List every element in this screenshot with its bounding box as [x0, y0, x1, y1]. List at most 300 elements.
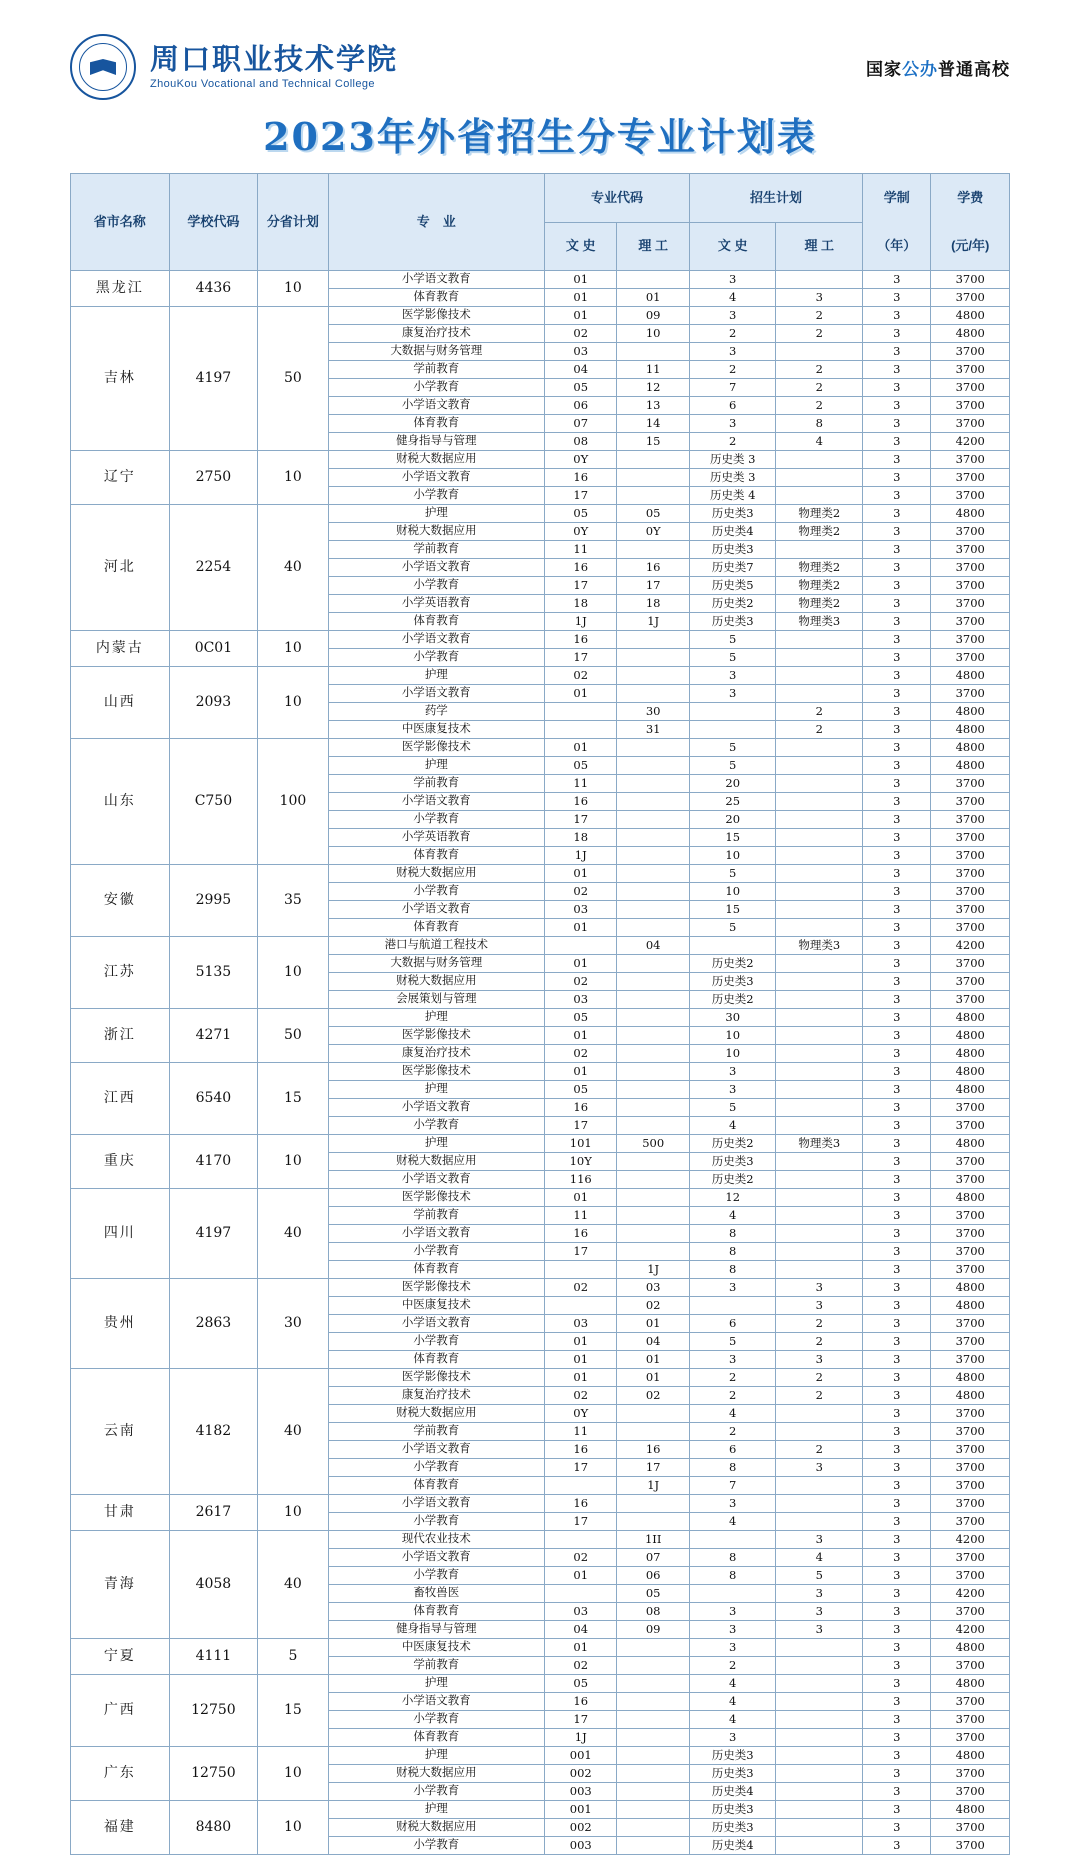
- cell-major: 体育教育: [328, 1477, 544, 1495]
- cell-school-code: 4170: [169, 1135, 258, 1189]
- cell-major: 护理: [328, 505, 544, 523]
- cell-major-code-wenshi: [545, 703, 617, 721]
- cell-plan-ligong: [776, 631, 863, 649]
- cell-major: 体育教育: [328, 1351, 544, 1369]
- cell-plan-wenshi: 5: [689, 631, 776, 649]
- cell-major: 畜牧兽医: [328, 1585, 544, 1603]
- cell-major: 小学教育: [328, 1243, 544, 1261]
- cell-province: 四川: [71, 1189, 170, 1279]
- cell-plan-wenshi: 3: [689, 1351, 776, 1369]
- cell-years: 3: [863, 631, 931, 649]
- cell-province: 宁夏: [71, 1639, 170, 1675]
- cell-fee: 4800: [931, 505, 1010, 523]
- cell-province: 云南: [71, 1369, 170, 1495]
- cell-province-plan: 100: [258, 739, 328, 865]
- cell-years: 3: [863, 397, 931, 415]
- cell-major-code-ligong: [617, 865, 689, 883]
- cell-plan-wenshi: 历史类2: [689, 1171, 776, 1189]
- cell-plan-wenshi: [689, 1297, 776, 1315]
- cell-plan-ligong: [776, 1117, 863, 1135]
- cell-major-code-ligong: [617, 1189, 689, 1207]
- cell-major: 财税大数据应用: [328, 973, 544, 991]
- cell-plan-wenshi: 15: [689, 901, 776, 919]
- cell-major-code-ligong: 31: [617, 721, 689, 739]
- cell-province-plan: 10: [258, 667, 328, 739]
- cell-major: 体育教育: [328, 1603, 544, 1621]
- cell-plan-wenshi: 历史类3: [689, 973, 776, 991]
- cell-plan-ligong: [776, 811, 863, 829]
- cell-province-plan: 10: [258, 1747, 328, 1801]
- cell-school-code: 2750: [169, 451, 258, 505]
- cell-major-code-ligong: 13: [617, 397, 689, 415]
- cell-major-code-wenshi: 01: [545, 1333, 617, 1351]
- cell-plan-wenshi: 历史类2: [689, 991, 776, 1009]
- cell-major-code-ligong: [617, 343, 689, 361]
- cell-years: 3: [863, 1099, 931, 1117]
- cell-years: 3: [863, 721, 931, 739]
- cell-major-code-ligong: [617, 685, 689, 703]
- cell-major-code-ligong: 10: [617, 325, 689, 343]
- cell-years: 3: [863, 955, 931, 973]
- cell-fee: 3700: [931, 451, 1010, 469]
- cell-years: 3: [863, 1531, 931, 1549]
- cell-years: 3: [863, 919, 931, 937]
- cell-major: 医学影像技术: [328, 1063, 544, 1081]
- cell-years: 3: [863, 667, 931, 685]
- cell-years: 3: [863, 1477, 931, 1495]
- cell-major-code-ligong: [617, 541, 689, 559]
- table-row: [71, 1063, 1010, 1081]
- cell-fee: 3700: [931, 829, 1010, 847]
- cell-major-code-wenshi: 1J: [545, 847, 617, 865]
- cell-major-code-ligong: 09: [617, 1621, 689, 1639]
- cell-major-code-ligong: [617, 271, 689, 289]
- cell-plan-wenshi: 3: [689, 685, 776, 703]
- cell-plan-wenshi: 历史类3: [689, 613, 776, 631]
- cell-plan-ligong: 物理类3: [776, 1135, 863, 1153]
- cell-fee: 3700: [931, 1657, 1010, 1675]
- cell-plan-wenshi: 8: [689, 1225, 776, 1243]
- th-province: 省市名称: [71, 174, 170, 271]
- cell-plan-wenshi: 2: [689, 1369, 776, 1387]
- cell-major-code-ligong: [617, 1099, 689, 1117]
- cell-years: 3: [863, 1243, 931, 1261]
- cell-plan-ligong: [776, 1747, 863, 1765]
- cell-plan-wenshi: 2: [689, 433, 776, 451]
- cell-major-code-wenshi: 16: [545, 793, 617, 811]
- cell-plan-wenshi: 历史类2: [689, 595, 776, 613]
- cell-major: 大数据与财务管理: [328, 955, 544, 973]
- cell-plan-ligong: [776, 1243, 863, 1261]
- cell-province: 辽宁: [71, 451, 170, 505]
- cell-major: 中医康复技术: [328, 721, 544, 739]
- cell-years: 3: [863, 1567, 931, 1585]
- cell-plan-ligong: [776, 1423, 863, 1441]
- cell-province-plan: 40: [258, 1531, 328, 1639]
- cell-fee: 3700: [931, 631, 1010, 649]
- cell-plan-wenshi: [689, 1585, 776, 1603]
- cell-province: 重庆: [71, 1135, 170, 1189]
- cell-years: 3: [863, 1657, 931, 1675]
- cell-plan-wenshi: 2: [689, 1657, 776, 1675]
- tagline: [866, 55, 1010, 80]
- cell-plan-ligong: [776, 1801, 863, 1819]
- cell-major-code-ligong: [617, 1207, 689, 1225]
- cell-major: 小学教育: [328, 1459, 544, 1477]
- cell-years: 3: [863, 1423, 931, 1441]
- cell-fee: 3700: [931, 1153, 1010, 1171]
- cell-fee: 3700: [931, 1171, 1010, 1189]
- cell-plan-ligong: [776, 1711, 863, 1729]
- cell-fee: 3700: [931, 1711, 1010, 1729]
- cell-major-code-ligong: 01: [617, 1369, 689, 1387]
- cell-plan-wenshi: 3: [689, 1621, 776, 1639]
- cell-fee: 3700: [931, 1729, 1010, 1747]
- cell-plan-ligong: [776, 1045, 863, 1063]
- cell-fee: 3700: [931, 1117, 1010, 1135]
- cell-province: 甘肃: [71, 1495, 170, 1531]
- cell-major: 体育教育: [328, 613, 544, 631]
- cell-fee: 3700: [931, 865, 1010, 883]
- cell-school-code: 4436: [169, 271, 258, 307]
- cell-plan-ligong: [776, 1477, 863, 1495]
- table-body: [71, 271, 1010, 1855]
- cell-years: 3: [863, 1045, 931, 1063]
- th-major-code: 专业代码: [545, 174, 690, 223]
- cell-plan-wenshi: 3: [689, 667, 776, 685]
- cell-fee: 3700: [931, 1837, 1010, 1855]
- cell-years: 3: [863, 1459, 931, 1477]
- cell-plan-wenshi: 3: [689, 1603, 776, 1621]
- cell-major-code-wenshi: 0Y: [545, 1405, 617, 1423]
- cell-province: 黑龙江: [71, 271, 170, 307]
- cell-major-code-wenshi: 0Y: [545, 451, 617, 469]
- cell-fee: 3700: [931, 289, 1010, 307]
- cell-major-code-wenshi: 02: [545, 883, 617, 901]
- th-enroll-plan: 招生计划: [689, 174, 862, 223]
- cell-province-plan: 10: [258, 271, 328, 307]
- cell-major-code-ligong: [617, 1243, 689, 1261]
- cell-major-code-ligong: [617, 1513, 689, 1531]
- cell-major: 学前教育: [328, 1657, 544, 1675]
- cell-major-code-ligong: 30: [617, 703, 689, 721]
- cell-years: 3: [863, 1549, 931, 1567]
- cell-plan-wenshi: [689, 703, 776, 721]
- cell-years: 3: [863, 1783, 931, 1801]
- cell-major-code-ligong: [617, 1729, 689, 1747]
- cell-plan-wenshi: 历史类2: [689, 1135, 776, 1153]
- cell-years: 3: [863, 1585, 931, 1603]
- cell-major-code-ligong: 01: [617, 1315, 689, 1333]
- cell-plan-wenshi: 6: [689, 1315, 776, 1333]
- cell-major: 小学教育: [328, 1567, 544, 1585]
- cell-years: 3: [863, 775, 931, 793]
- cell-fee: 3700: [931, 1207, 1010, 1225]
- cell-years: 3: [863, 1351, 931, 1369]
- cell-major: 护理: [328, 1081, 544, 1099]
- cell-major: 小学教育: [328, 577, 544, 595]
- cell-plan-ligong: [776, 829, 863, 847]
- cell-years: 3: [863, 883, 931, 901]
- cell-plan-ligong: [776, 1729, 863, 1747]
- cell-fee: 3700: [931, 1477, 1010, 1495]
- table-row: [71, 1639, 1010, 1657]
- cell-major: 医学影像技术: [328, 1279, 544, 1297]
- cell-years: 3: [863, 1711, 931, 1729]
- table-row: [71, 505, 1010, 523]
- cell-major-code-ligong: [617, 1783, 689, 1801]
- cell-major-code-wenshi: 1J: [545, 613, 617, 631]
- cell-years: 3: [863, 1639, 931, 1657]
- table-header: [71, 174, 1010, 271]
- cell-major-code-wenshi: 001: [545, 1801, 617, 1819]
- th-years: [863, 174, 931, 271]
- cell-plan-ligong: [776, 901, 863, 919]
- cell-plan-ligong: 3: [776, 1279, 863, 1297]
- cell-years: 3: [863, 937, 931, 955]
- cell-years: 3: [863, 1135, 931, 1153]
- cell-fee: 3700: [931, 595, 1010, 613]
- cell-years: 3: [863, 1621, 931, 1639]
- cell-major-code-ligong: [617, 1657, 689, 1675]
- cell-school-code: 5135: [169, 937, 258, 1009]
- cell-major: 康复治疗技术: [328, 1387, 544, 1405]
- cell-plan-wenshi: 4: [689, 1693, 776, 1711]
- cell-major-code-ligong: [617, 469, 689, 487]
- cell-fee: 3700: [931, 415, 1010, 433]
- cell-fee: 3700: [931, 1333, 1010, 1351]
- cell-plan-wenshi: 8: [689, 1459, 776, 1477]
- cell-major-code-ligong: 06: [617, 1567, 689, 1585]
- cell-major-code-ligong: [617, 1171, 689, 1189]
- cell-major: 小学语文教育: [328, 469, 544, 487]
- cell-years: 3: [863, 1819, 931, 1837]
- cell-years: 3: [863, 433, 931, 451]
- cell-major: 护理: [328, 1135, 544, 1153]
- cell-major-code-wenshi: 16: [545, 1099, 617, 1117]
- cell-major-code-wenshi: 002: [545, 1819, 617, 1837]
- cell-fee: 4800: [931, 1675, 1010, 1693]
- cell-fee: 4800: [931, 1081, 1010, 1099]
- cell-plan-wenshi: 7: [689, 379, 776, 397]
- cell-years: 3: [863, 811, 931, 829]
- cell-major-code-ligong: 02: [617, 1387, 689, 1405]
- cell-fee: 4200: [931, 1531, 1010, 1549]
- cell-major-code-ligong: [617, 955, 689, 973]
- cell-plan-ligong: 2: [776, 1333, 863, 1351]
- cell-fee: 3700: [931, 955, 1010, 973]
- cell-plan-wenshi: 历史类3: [689, 1153, 776, 1171]
- cell-major: 小学语文教育: [328, 793, 544, 811]
- cell-school-code: 6540: [169, 1063, 258, 1135]
- cell-years: 3: [863, 523, 931, 541]
- cell-plan-wenshi: 5: [689, 1099, 776, 1117]
- cell-school-code: 12750: [169, 1675, 258, 1747]
- cell-years: 3: [863, 1675, 931, 1693]
- cell-major-code-ligong: 08: [617, 1603, 689, 1621]
- cell-years: 3: [863, 1729, 931, 1747]
- cell-major: 体育教育: [328, 289, 544, 307]
- cell-plan-ligong: [776, 883, 863, 901]
- cell-major-code-wenshi: 16: [545, 1225, 617, 1243]
- cell-major: 小学语文教育: [328, 559, 544, 577]
- cell-plan-wenshi: 4: [689, 1711, 776, 1729]
- cell-fee: 3700: [931, 271, 1010, 289]
- cell-major-code-ligong: 16: [617, 559, 689, 577]
- cell-province: 山东: [71, 739, 170, 865]
- cell-major-code-wenshi: 06: [545, 397, 617, 415]
- cell-school-code: 2863: [169, 1279, 258, 1369]
- cell-years: 3: [863, 1207, 931, 1225]
- cell-major-code-wenshi: 01: [545, 865, 617, 883]
- table-row: [71, 1747, 1010, 1765]
- cell-years: 3: [863, 1441, 931, 1459]
- cell-province-plan: 5: [258, 1639, 328, 1675]
- cell-major-code-wenshi: 05: [545, 757, 617, 775]
- cell-major-code-ligong: 1II: [617, 1531, 689, 1549]
- cell-plan-ligong: 3: [776, 1603, 863, 1621]
- cell-major: 小学教育: [328, 1513, 544, 1531]
- cell-province: 广东: [71, 1747, 170, 1801]
- cell-plan-wenshi: 3: [689, 1495, 776, 1513]
- cell-plan-ligong: 3: [776, 1351, 863, 1369]
- cell-province: 浙江: [71, 1009, 170, 1063]
- cell-major: 现代农业技术: [328, 1531, 544, 1549]
- table-row: [71, 1495, 1010, 1513]
- cell-plan-wenshi: 4: [689, 289, 776, 307]
- cell-province-plan: 40: [258, 1369, 328, 1495]
- cell-province-plan: 10: [258, 1135, 328, 1189]
- cell-years: 3: [863, 865, 931, 883]
- cell-years: 3: [863, 757, 931, 775]
- cell-major-code-ligong: 14: [617, 415, 689, 433]
- cell-years: 3: [863, 1117, 931, 1135]
- cell-major: 小学语文教育: [328, 901, 544, 919]
- cell-fee: 3700: [931, 1441, 1010, 1459]
- cell-province: 安徽: [71, 865, 170, 937]
- cell-major-code-wenshi: [545, 1531, 617, 1549]
- cell-fee: 4200: [931, 1585, 1010, 1603]
- cell-years: 3: [863, 595, 931, 613]
- cell-major-code-wenshi: 07: [545, 415, 617, 433]
- cell-major: 医学影像技术: [328, 1027, 544, 1045]
- th-major: 专 业: [328, 174, 544, 271]
- cell-major-code-ligong: [617, 883, 689, 901]
- cell-fee: 3700: [931, 991, 1010, 1009]
- cell-major-code-ligong: [617, 1225, 689, 1243]
- cell-plan-ligong: [776, 343, 863, 361]
- cell-major-code-ligong: [617, 847, 689, 865]
- cell-major-code-ligong: 1J: [617, 613, 689, 631]
- cell-major-code-wenshi: 17: [545, 487, 617, 505]
- cell-major-code-ligong: [617, 811, 689, 829]
- cell-major: 体育教育: [328, 919, 544, 937]
- cell-plan-wenshi: 4: [689, 1207, 776, 1225]
- cell-years: 3: [863, 1153, 931, 1171]
- cell-major: 学前教育: [328, 775, 544, 793]
- cell-plan-wenshi: 2: [689, 361, 776, 379]
- cell-major-code-wenshi: 01: [545, 739, 617, 757]
- cell-major-code-wenshi: 02: [545, 1549, 617, 1567]
- cell-years: 3: [863, 973, 931, 991]
- cell-fee: 3700: [931, 883, 1010, 901]
- cell-fee: 4800: [931, 703, 1010, 721]
- cell-major-code-wenshi: 16: [545, 1693, 617, 1711]
- cell-major-code-ligong: [617, 919, 689, 937]
- cell-plan-wenshi: 3: [689, 343, 776, 361]
- page-title: 2023年外省招生分专业计划表: [263, 114, 817, 159]
- cell-major: 健身指导与管理: [328, 433, 544, 451]
- cell-years: 3: [863, 1513, 931, 1531]
- cell-major-code-ligong: [617, 757, 689, 775]
- cell-major-code-wenshi: 17: [545, 577, 617, 595]
- cell-years: 3: [863, 469, 931, 487]
- cell-major-code-ligong: 16: [617, 1441, 689, 1459]
- cell-major-code-wenshi: [545, 1297, 617, 1315]
- page-header: [70, 34, 1010, 100]
- cell-plan-wenshi: 12: [689, 1189, 776, 1207]
- cell-major-code-ligong: 05: [617, 1585, 689, 1603]
- cell-fee: 3700: [931, 649, 1010, 667]
- cell-plan-wenshi: 7: [689, 1477, 776, 1495]
- cell-plan-wenshi: 历史类3: [689, 1801, 776, 1819]
- cell-fee: 3700: [931, 487, 1010, 505]
- cell-fee: 3700: [931, 685, 1010, 703]
- cell-years: 3: [863, 1171, 931, 1189]
- cell-major: 大数据与财务管理: [328, 343, 544, 361]
- cell-plan-wenshi: 3: [689, 271, 776, 289]
- cell-school-code: C750: [169, 739, 258, 865]
- cell-plan-wenshi: 3: [689, 1639, 776, 1657]
- cell-plan-ligong: 2: [776, 703, 863, 721]
- cell-major-code-ligong: 0Y: [617, 523, 689, 541]
- cell-major-code-ligong: 500: [617, 1135, 689, 1153]
- cell-fee: 3700: [931, 1819, 1010, 1837]
- cell-major: 康复治疗技术: [328, 1045, 544, 1063]
- cell-fee: 4800: [931, 1189, 1010, 1207]
- cell-major-code-ligong: [617, 1747, 689, 1765]
- cell-plan-ligong: [776, 1207, 863, 1225]
- cell-fee: 4800: [931, 1369, 1010, 1387]
- cell-major-code-ligong: [617, 793, 689, 811]
- cell-fee: 4800: [931, 721, 1010, 739]
- table-row: [71, 1189, 1010, 1207]
- cell-plan-wenshi: 3: [689, 415, 776, 433]
- cell-years: 3: [863, 649, 931, 667]
- cell-major-code-wenshi: 05: [545, 1009, 617, 1027]
- cell-fee: 3700: [931, 1351, 1010, 1369]
- cell-school-code: 4058: [169, 1531, 258, 1639]
- cell-years: 3: [863, 1081, 931, 1099]
- cell-province: 福建: [71, 1801, 170, 1855]
- cell-fee: 3700: [931, 523, 1010, 541]
- cell-major-code-ligong: [617, 1639, 689, 1657]
- cell-plan-wenshi: 5: [689, 739, 776, 757]
- cell-major-code-wenshi: 02: [545, 1045, 617, 1063]
- cell-plan-ligong: [776, 1261, 863, 1279]
- cell-major-code-wenshi: 17: [545, 1513, 617, 1531]
- table-row: [71, 1675, 1010, 1693]
- cell-plan-ligong: 物理类2: [776, 595, 863, 613]
- cell-fee: 3700: [931, 469, 1010, 487]
- cell-major: 体育教育: [328, 1261, 544, 1279]
- cell-province-plan: 10: [258, 631, 328, 667]
- cell-fee: 3700: [931, 541, 1010, 559]
- cell-major: 护理: [328, 1009, 544, 1027]
- cell-fee: 3700: [931, 1423, 1010, 1441]
- cell-years: 3: [863, 1261, 931, 1279]
- table-row: [71, 271, 1010, 289]
